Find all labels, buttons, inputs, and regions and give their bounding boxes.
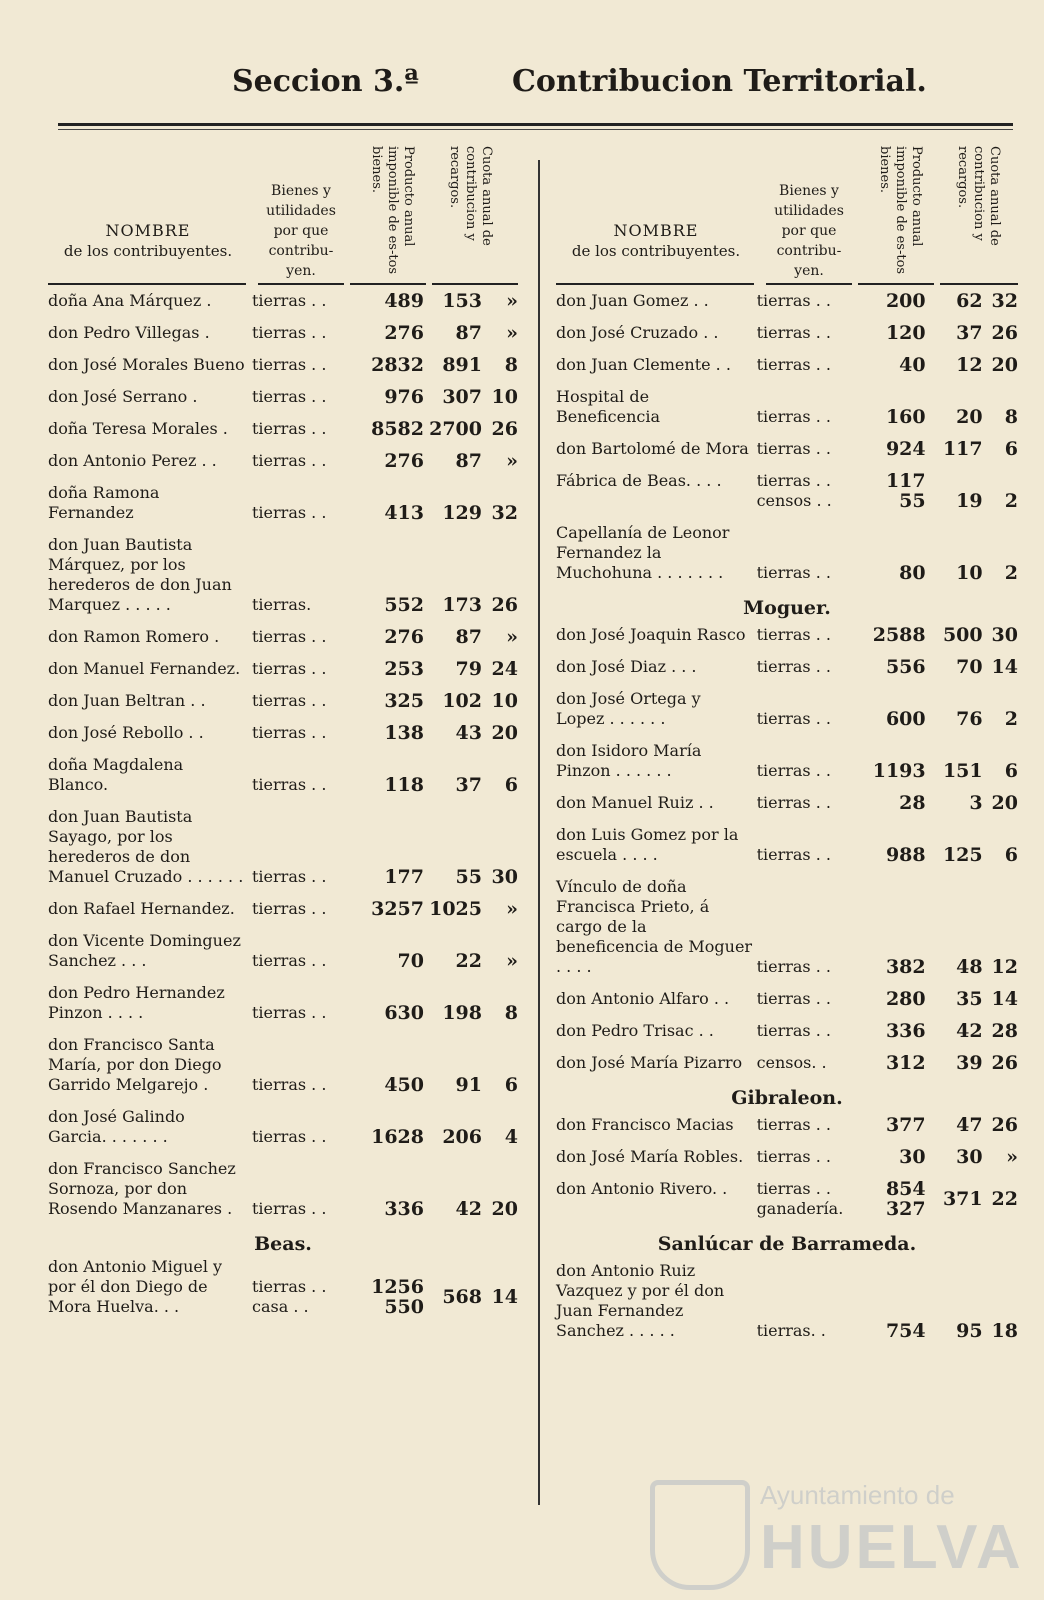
producto-cell: 2832: [371, 354, 424, 376]
table-row: [556, 1173, 1018, 1225]
cuota-reales-cell: 129: [442, 502, 482, 524]
bienes-cell: tierras . .: [252, 1075, 327, 1094]
contribuyente-name: don Juan Clemente . .: [556, 355, 731, 374]
cuota-reales-cell: 151: [942, 760, 983, 782]
table-row: [556, 1255, 1018, 1347]
producto-cell: 630: [384, 1002, 424, 1024]
header-bienes: Bienes y utilidades por que contribu-yen.: [266, 183, 336, 279]
contribuyente-name: don José Galindo Garcia. . . . . . .: [48, 1107, 185, 1146]
bienes-cell: tierras . .: [756, 761, 831, 780]
cuota-reales-cell: 42: [455, 1198, 482, 1220]
bienes-cell: tierras . .: [756, 625, 831, 644]
left-table-header: [48, 140, 518, 285]
table-row: [556, 349, 1018, 381]
producto-cell: 327: [885, 1198, 926, 1220]
bienes-cell: tierras . .: [252, 451, 327, 470]
producto-cell: 336: [384, 1198, 424, 1220]
cuota-mrs-cell: 2: [1004, 708, 1018, 730]
producto-cell: 550: [384, 1296, 424, 1318]
cuota-reales-cell: 42: [956, 1020, 983, 1042]
bienes-cell: tierras . .: [252, 659, 327, 678]
bienes-cell: tierras . .: [756, 291, 831, 310]
table-row: [556, 819, 1018, 871]
cuota-reales-cell: 568: [442, 1286, 482, 1308]
table-row: [556, 735, 1018, 787]
producto-cell: 276: [384, 626, 424, 648]
cuota-mrs-cell: 8: [1004, 406, 1018, 428]
table-row: [48, 317, 518, 349]
contribuyente-name: don Francisco Sanchez Sornoza, por don Rosendo Manzanares .: [48, 1159, 236, 1218]
cuota-reales-cell: 206: [442, 1126, 482, 1148]
producto-cell: 312: [885, 1052, 926, 1074]
contribuyente-name: doña Teresa Morales .: [48, 419, 228, 438]
cuota-reales-cell: 87: [455, 450, 482, 472]
producto-cell: 276: [384, 322, 424, 344]
cuota-reales-cell: 102: [442, 690, 482, 712]
section-number: Seccion 3.ª: [232, 64, 419, 99]
table-row: [48, 529, 518, 621]
contribuyente-name: don Vicente Dominguez Sanchez . . .: [48, 931, 241, 970]
bienes-cell: tierras . .: [252, 723, 327, 742]
contribuyente-name: don José Rebollo . .: [48, 723, 204, 742]
producto-cell: 160: [885, 406, 926, 428]
cuota-reales-cell: 48: [956, 956, 983, 978]
title-rule-thin: [58, 129, 1013, 130]
contribuyente-name: don Juan Gomez . .: [556, 291, 709, 310]
contribuyente-name: don José Diaz . . .: [556, 657, 697, 676]
contribuyente-name: Capellanía de Leonor Fernandez la Muchohuna . . . . . . .: [556, 523, 730, 582]
cuota-mrs-cell: 22: [991, 1188, 1018, 1210]
table-row: [556, 983, 1018, 1015]
cuota-reales-cell: 95: [956, 1320, 983, 1342]
contribuyente-name: Fábrica de Beas. . . .: [556, 471, 722, 490]
contribuyente-name: don José Ortega y Lopez . . . . . .: [556, 689, 701, 728]
cuota-mrs-cell: 26: [991, 1114, 1018, 1136]
contribuyente-name: don Francisco Macias: [556, 1115, 734, 1134]
bienes-cell: tierras . .: [756, 793, 831, 812]
producto-cell: 120: [885, 322, 926, 344]
contribuyente-name: doña Ramona Fernandez: [48, 483, 160, 522]
bienes-cell: tierras . .: [252, 691, 327, 710]
header-cuota: Cuota anual de contribucion y recargos.: [955, 146, 1002, 246]
cuota-mrs-cell: 8: [504, 354, 518, 376]
cuota-reales-cell: 20: [956, 406, 983, 428]
cuota-reales-cell: 35: [956, 988, 983, 1010]
producto-cell: 1628: [371, 1126, 424, 1148]
contribuyente-name: don Antonio Rivero. .: [556, 1179, 728, 1198]
producto-cell: 377: [885, 1114, 926, 1136]
right-table-body: [556, 619, 1018, 1079]
bienes-cell: tierras.: [252, 595, 312, 614]
cuota-mrs-cell: 14: [491, 1286, 518, 1308]
contribuyente-name: don Isidoro María Pinzon . . . . . .: [556, 741, 702, 780]
cuota-mrs-cell: 6: [1004, 844, 1018, 866]
table-row: [48, 381, 518, 413]
contribuyente-name: don Pedro Hernandez Pinzon . . . .: [48, 983, 225, 1022]
header-producto: Producto anual imponible de es-tos bienes.: [369, 146, 416, 275]
producto-cell: 200: [885, 290, 926, 312]
contribuyente-name: don José Serrano .: [48, 387, 198, 406]
producto-cell: 1193: [872, 760, 926, 782]
contribuyente-name: Vínculo de doña Francisca Prieto, á cargo de la beneficencia de Moguer . . . .: [556, 877, 753, 976]
bienes-cell: tierras . .: [252, 419, 327, 438]
bienes-cell: tierras . .: [252, 1277, 327, 1296]
table-row: [556, 433, 1018, 465]
table-row: [48, 925, 518, 977]
cuota-reales-cell: 39: [956, 1052, 983, 1074]
cuota-reales-cell: 3: [969, 792, 983, 814]
cuota-mrs-cell: 10: [491, 690, 518, 712]
producto-cell: 138: [384, 722, 424, 744]
cuota-reales-cell: 70: [956, 656, 983, 678]
cuota-reales-cell: 12: [956, 354, 983, 376]
producto-cell: 8582: [371, 418, 424, 440]
cuota-mrs-cell: 28: [991, 1020, 1018, 1042]
producto-cell: 276: [384, 450, 424, 472]
crest-icon: [650, 1480, 750, 1590]
table-row: [48, 349, 518, 381]
bienes-cell: tierras. .: [756, 1321, 826, 1340]
cuota-mrs-cell: »: [506, 450, 518, 472]
producto-cell: 325: [384, 690, 424, 712]
cuota-reales-cell: 371: [942, 1188, 983, 1210]
bienes-cell: tierras . .: [252, 775, 327, 794]
cuota-reales-cell: 198: [442, 1002, 482, 1024]
header-bienes: Bienes y utilidades por que contribu-yen.: [774, 183, 844, 279]
section-moguer: Moguer.: [743, 597, 831, 619]
producto-cell: 177: [384, 866, 424, 888]
table-row: [48, 801, 518, 893]
producto-cell: 28: [899, 792, 926, 814]
cuota-mrs-cell: 6: [504, 774, 518, 796]
right-table-body: [556, 1109, 1018, 1173]
contribuyente-name: don Juan Bautista Sayago, por los herederos de don Manuel Cruzado . . . . . .: [48, 807, 244, 886]
table-row: [556, 285, 1018, 317]
table-row: [556, 317, 1018, 349]
cuota-reales-cell: 19: [956, 490, 983, 512]
bienes-cell: censos. .: [756, 1053, 827, 1072]
cuota-mrs-cell: 6: [1004, 760, 1018, 782]
bienes-cell: tierras . .: [252, 323, 327, 342]
cuota-mrs-cell: 20: [491, 722, 518, 744]
table-row: [48, 653, 518, 685]
contribuyente-name: don Antonio Alfaro . .: [556, 989, 730, 1008]
table-row: [556, 871, 1018, 983]
cuota-reales-cell: 87: [455, 626, 482, 648]
contribuyente-name: don Francisco Santa María, por don Diego Garrido Melgarejo .: [48, 1035, 222, 1094]
right-table-header: [556, 140, 1018, 285]
bienes-cell: tierras . .: [756, 957, 831, 976]
cuota-mrs-cell: »: [506, 290, 518, 312]
bienes-cell: tierras . .: [756, 845, 831, 864]
cuota-mrs-cell: 6: [1004, 438, 1018, 460]
archive-watermark: Ayuntamiento de HUELVA: [650, 1470, 980, 1590]
header-name: NOMBRE de los contribuyentes.: [63, 221, 233, 260]
cuota-reales-cell: 1025: [429, 898, 482, 920]
contribuyente-name: don Antonio Ruiz Vazquez y por él don Juan Fernandez Sanchez . . . . .: [556, 1261, 725, 1340]
table-row: [556, 651, 1018, 683]
page-title: [0, 58, 1044, 108]
bienes-cell: tierras . .: [252, 1199, 327, 1218]
table-row: [556, 517, 1018, 589]
cuota-mrs-cell: 12: [991, 956, 1018, 978]
contribuyente-name: don José Cruzado . .: [556, 323, 719, 342]
bienes-cell: tierras . .: [756, 407, 831, 426]
right-table-body: [556, 285, 1018, 465]
bienes-cell: tierras . .: [252, 899, 327, 918]
cuota-mrs-cell: 4: [504, 1126, 518, 1148]
cuota-reales-cell: 37: [455, 774, 482, 796]
table-row: [48, 1255, 518, 1323]
cuota-mrs-cell: 14: [991, 656, 1018, 678]
cuota-reales-cell: 125: [942, 844, 983, 866]
bienes-cell: tierras . .: [756, 709, 831, 728]
bienes-cell: tierras . .: [756, 1115, 831, 1134]
cuota-reales-cell: 62: [956, 290, 983, 312]
bienes-cell: tierras . .: [756, 439, 831, 458]
cuota-mrs-cell: 32: [491, 502, 518, 524]
title-rule: [58, 123, 1013, 126]
table-row: [48, 1029, 518, 1101]
contribuyente-name: don Manuel Fernandez.: [48, 659, 241, 678]
cuota-reales-cell: 10: [956, 562, 983, 584]
contribuyente-name: don Antonio Miguel y por él don Diego de Mora Huelva. . .: [48, 1257, 223, 1316]
table-row: [556, 381, 1018, 433]
cuota-mrs-cell: 26: [991, 322, 1018, 344]
cuota-mrs-cell: 20: [991, 792, 1018, 814]
contribuyente-name: don Juan Beltran . .: [48, 691, 206, 710]
contribuyente-name: don Luis Gomez por la escuela . . . .: [556, 825, 739, 864]
cuota-mrs-cell: 26: [491, 594, 518, 616]
contribuyente-name: don Antonio Perez . .: [48, 451, 217, 470]
producto-cell: 924: [885, 438, 926, 460]
bienes-cell: tierras . .: [252, 627, 327, 646]
left-table-body: [48, 285, 518, 1225]
contribuyente-name: don Pedro Villegas .: [48, 323, 210, 342]
table-row: [48, 477, 518, 529]
producto-cell: 976: [384, 386, 424, 408]
section-heading: Contribucion Territorial.: [512, 64, 927, 99]
cuota-mrs-cell: 10: [491, 386, 518, 408]
cuota-mrs-cell: »: [506, 898, 518, 920]
producto-cell: 413: [384, 502, 424, 524]
cuota-reales-cell: 91: [455, 1074, 482, 1096]
producto-cell: 754: [885, 1320, 926, 1342]
bienes-cell: tierras . .: [252, 1127, 327, 1146]
table-row: [48, 893, 518, 925]
producto-cell: 552: [384, 594, 424, 616]
bienes-cell: tierras . .: [756, 563, 831, 582]
table-row: [556, 683, 1018, 735]
table-row: [48, 413, 518, 445]
producto-cell: 80: [899, 562, 926, 584]
producto-cell: 1256: [371, 1276, 424, 1298]
cuota-reales-cell: 55: [455, 866, 482, 888]
cuota-reales-cell: 79: [455, 658, 482, 680]
bienes-cell: tierras . .: [756, 1179, 831, 1198]
bienes-cell: tierras . .: [252, 291, 327, 310]
producto-cell: 55: [899, 490, 926, 512]
producto-cell: 556: [885, 656, 926, 678]
bienes-cell: tierras . .: [252, 387, 327, 406]
cuota-reales-cell: 37: [956, 322, 983, 344]
table-row: [556, 465, 1018, 517]
contribuyente-name: don Manuel Ruiz . .: [556, 793, 714, 812]
table-row: [48, 1101, 518, 1153]
header-producto: Producto anual imponible de es-tos bienes.: [877, 146, 924, 275]
contribuyente-name: don Pedro Trisac . .: [556, 1021, 714, 1040]
contribuyente-name: don José Joaquin Rasco: [556, 625, 746, 644]
table-row: [48, 977, 518, 1029]
column-divider: [538, 160, 540, 1505]
cuota-mrs-cell: »: [506, 950, 518, 972]
cuota-mrs-cell: 32: [991, 290, 1018, 312]
cuota-reales-cell: 307: [442, 386, 482, 408]
producto-cell: 70: [397, 950, 424, 972]
cuota-mrs-cell: 20: [491, 1198, 518, 1220]
cuota-mrs-cell: 30: [991, 624, 1018, 646]
section-sanlucar: Sanlúcar de Barrameda.: [657, 1233, 917, 1255]
bienes-cell: tierras . .: [756, 471, 831, 490]
contribuyente-name: doña Magdalena Blanco.: [48, 755, 184, 794]
contribuyente-name: don José María Pizarro: [556, 1053, 743, 1072]
producto-cell: 382: [885, 956, 926, 978]
table-row: [556, 1141, 1018, 1173]
cuota-mrs-cell: 2: [1004, 562, 1018, 584]
table-row: [48, 685, 518, 717]
cuota-mrs-cell: »: [506, 322, 518, 344]
table-row: [556, 619, 1018, 651]
producto-cell: 253: [384, 658, 424, 680]
producto-cell: 854: [885, 1178, 926, 1200]
producto-cell: 988: [885, 844, 926, 866]
cuota-mrs-cell: 6: [504, 1074, 518, 1096]
producto-cell: 118: [384, 774, 424, 796]
cuota-reales-cell: 22: [455, 950, 482, 972]
producto-cell: 40: [899, 354, 926, 376]
producto-cell: 30: [899, 1146, 926, 1168]
table-row: [556, 1047, 1018, 1079]
cuota-reales-cell: 87: [455, 322, 482, 344]
producto-cell: 489: [384, 290, 424, 312]
contribuyente-name: doña Ana Márquez .: [48, 291, 212, 310]
cuota-reales-cell: 47: [956, 1114, 983, 1136]
producto-cell: 3257: [371, 898, 424, 920]
cuota-mrs-cell: 20: [991, 354, 1018, 376]
cuota-mrs-cell: 8: [504, 1002, 518, 1024]
bienes-cell: tierras . .: [756, 323, 831, 342]
section-beas: Beas.: [254, 1233, 312, 1255]
contribuyente-name: don Juan Bautista Márquez, por los herederos de don Juan Marquez . . . . .: [48, 535, 232, 614]
table-row: [48, 445, 518, 477]
bienes-cell: censos . .: [756, 491, 832, 510]
section-gibraleon: Gibraleon.: [731, 1087, 843, 1109]
bienes-cell: tierras . .: [252, 951, 327, 970]
cuota-reales-cell: 500: [942, 624, 983, 646]
table-row: [48, 749, 518, 801]
table-row: [48, 1153, 518, 1225]
bienes-cell: tierras . .: [252, 503, 327, 522]
cuota-reales-cell: 117: [942, 438, 983, 460]
left-column: [48, 140, 518, 1323]
producto-cell: 280: [885, 988, 926, 1010]
cuota-reales-cell: 891: [442, 354, 482, 376]
cuota-reales-cell: 76: [956, 708, 983, 730]
cuota-mrs-cell: 26: [991, 1052, 1018, 1074]
bienes-cell: ganadería.: [756, 1199, 844, 1218]
cuota-mrs-cell: 26: [491, 418, 518, 440]
contribuyente-name: don Rafael Hernandez.: [48, 899, 235, 918]
contribuyente-name: Hospital de Beneficencia: [556, 387, 661, 426]
table-row: [48, 717, 518, 749]
bienes-cell: tierras . .: [756, 1147, 831, 1166]
table-row: [48, 285, 518, 317]
cuota-reales-cell: 43: [455, 722, 482, 744]
producto-cell: 450: [384, 1074, 424, 1096]
cuota-mrs-cell: 30: [491, 866, 518, 888]
contribuyente-name: don José Morales Bueno: [48, 355, 245, 374]
contribuyente-name: don Bartolomé de Mora: [556, 439, 749, 458]
header-name: NOMBRE de los contribuyentes.: [571, 221, 741, 260]
producto-cell: 336: [885, 1020, 926, 1042]
bienes-cell: tierras . .: [252, 1003, 327, 1022]
table-row: [556, 787, 1018, 819]
bienes-cell: casa . .: [252, 1297, 309, 1316]
right-column: [556, 140, 1018, 1347]
contribuyente-name: don José María Robles.: [556, 1147, 744, 1166]
header-cuota: Cuota anual de contribucion y recargos.: [447, 146, 494, 246]
contribuyente-name: don Ramon Romero .: [48, 627, 220, 646]
producto-cell: 2588: [872, 624, 926, 646]
cuota-mrs-cell: »: [1006, 1146, 1018, 1168]
cuota-mrs-cell: »: [506, 626, 518, 648]
table-row: [48, 621, 518, 653]
bienes-cell: tierras . .: [756, 989, 831, 1008]
cuota-reales-cell: 153: [442, 290, 482, 312]
producto-cell: 117: [885, 470, 926, 492]
producto-cell: 600: [885, 708, 926, 730]
bienes-cell: tierras . .: [756, 1021, 831, 1040]
bienes-cell: tierras . .: [756, 355, 831, 374]
bienes-cell: tierras . .: [252, 867, 327, 886]
cuota-reales-cell: 173: [442, 594, 482, 616]
bienes-cell: tierras . .: [252, 355, 327, 374]
table-row: [556, 1109, 1018, 1141]
cuota-mrs-cell: 24: [491, 658, 518, 680]
cuota-mrs-cell: 2: [1004, 490, 1018, 512]
cuota-mrs-cell: 18: [991, 1320, 1018, 1342]
table-row: [556, 1015, 1018, 1047]
cuota-reales-cell: 2700: [429, 418, 482, 440]
cuota-reales-cell: 30: [956, 1146, 983, 1168]
cuota-mrs-cell: 14: [991, 988, 1018, 1010]
bienes-cell: tierras . .: [756, 657, 831, 676]
